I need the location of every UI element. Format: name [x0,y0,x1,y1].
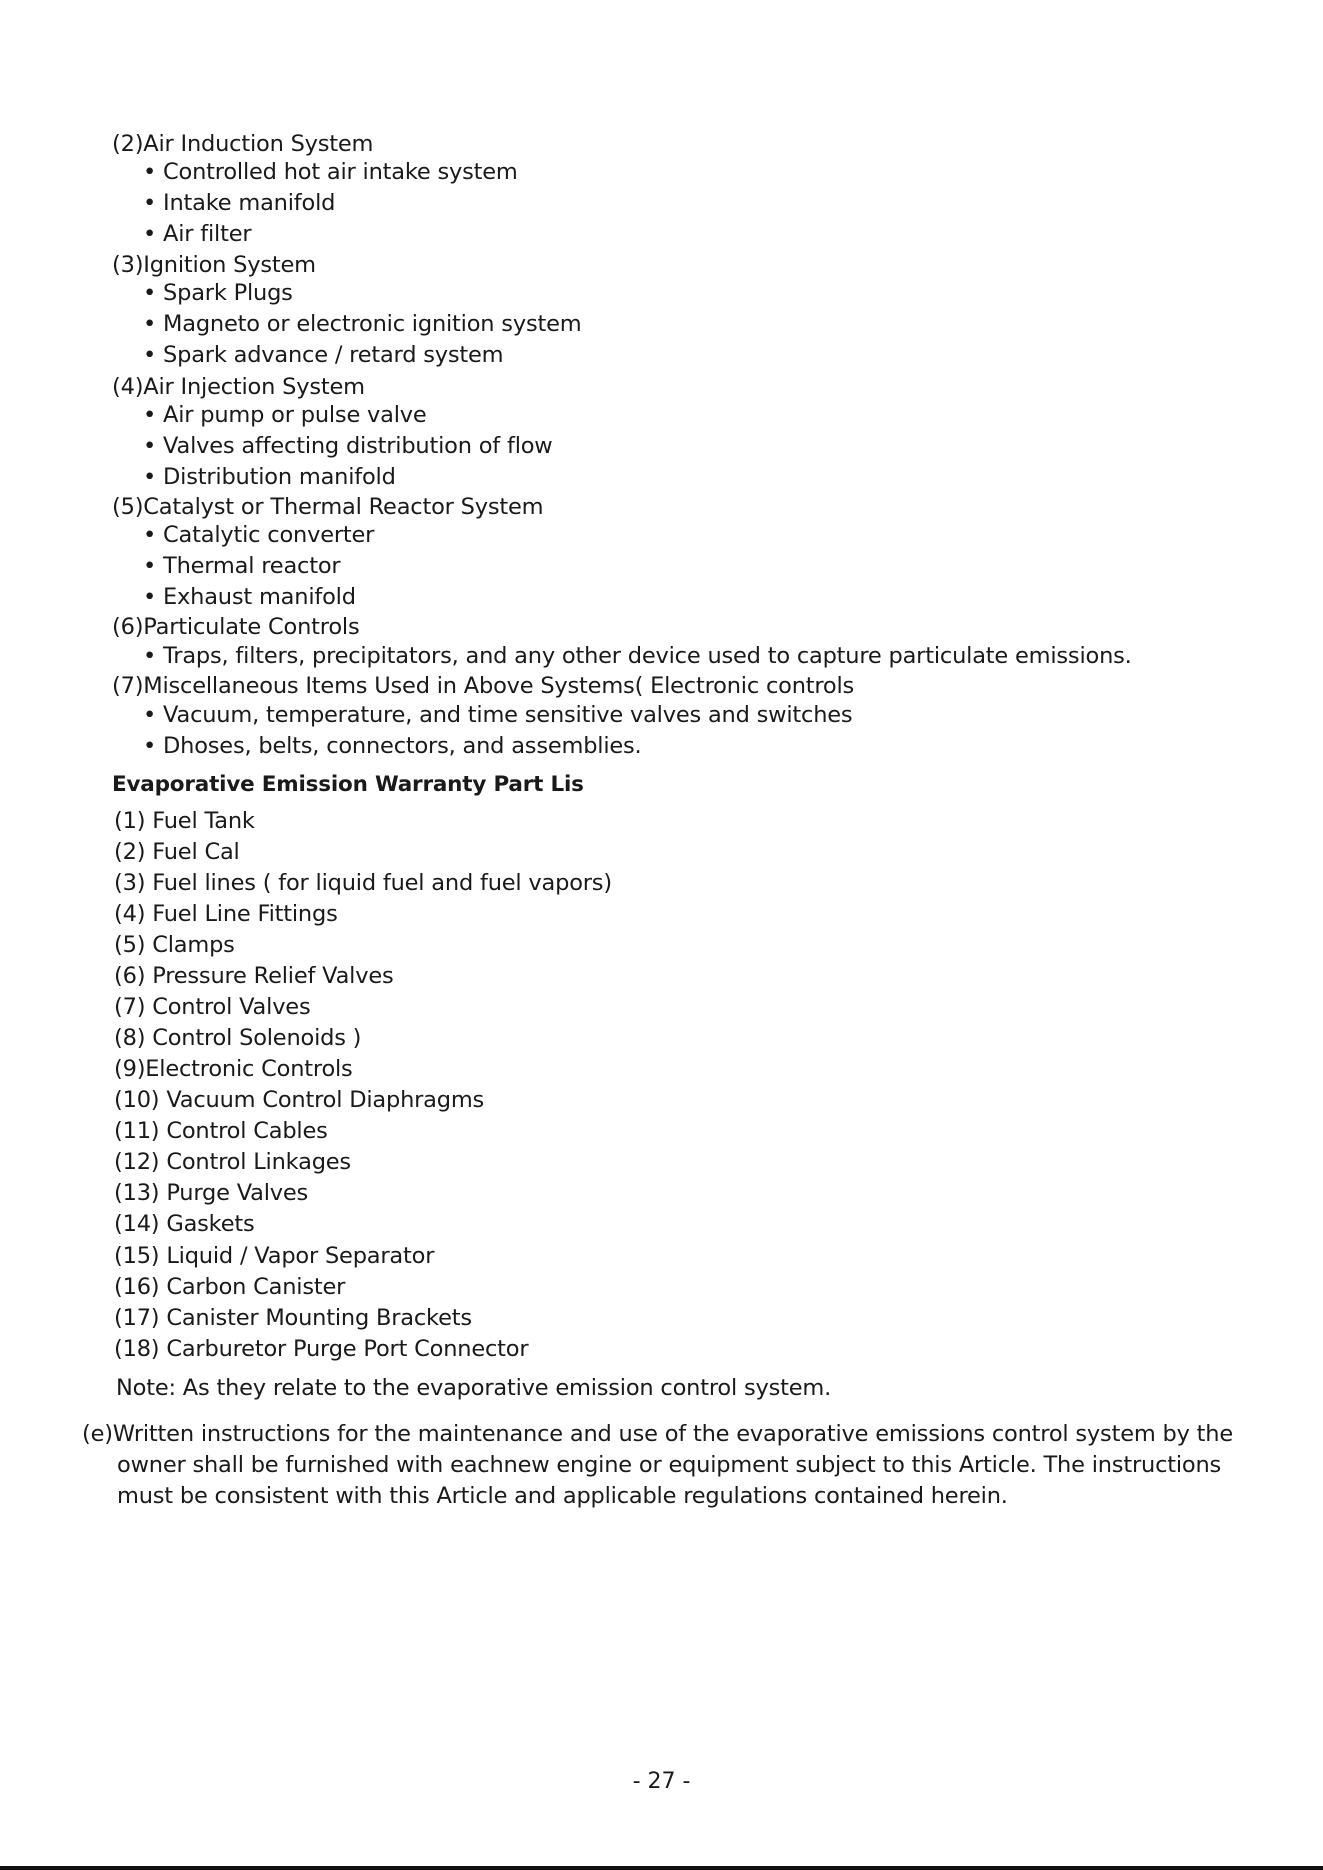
paragraph-line: owner shall be furnished with eachnew engine or equipment subject to this Article. The instructions [117,1452,1222,1478]
list-item: (12) Control Linkages [114,1149,351,1175]
list-item: • Spark advance / retard system [143,342,503,368]
list-item: (17) Canister Mounting Brackets [114,1305,472,1331]
list-item: (6) Pressure Relief Valves [114,963,394,989]
section-title-misc: (7)Miscellaneous Items Used in Above Systems( Electronic controls [112,673,855,699]
list-item: • Valves affecting distribution of flow [143,433,553,459]
list-item: (2) Fuel Cal [114,839,240,865]
list-item: • Controlled hot air intake system [143,159,518,185]
list-item: • Distribution manifold [143,464,396,490]
list-item: • Catalytic converter [143,522,374,548]
list-item: • Dhoses, belts, connectors, and assemblies. [143,733,642,759]
section-title-air-injection: (4)Air Injection System [112,374,365,400]
list-item: (14) Gaskets [114,1211,255,1237]
section-title-particulate: (6)Particulate Controls [112,614,360,640]
list-item: (8) Control Solenoids ) [114,1025,362,1051]
list-item: • Vacuum, temperature, and time sensitive valves and switches [143,702,852,728]
paragraph-line: (e)Written instructions for the maintenance and use of the evaporative emissions control system by the [82,1421,1233,1447]
paragraph-e [82,1419,1233,1512]
paragraph-line: must be consistent with this Article and applicable regulations contained herein. [117,1483,1008,1509]
list-item: (7) Control Valves [114,994,311,1020]
evaporative-heading: Evaporative Emission Warranty Part Lis [112,772,584,797]
list-item: • Spark Plugs [143,280,293,306]
section-title-catalyst: (5)Catalyst or Thermal Reactor System [112,494,544,520]
list-item: • Traps, filters, precipitators, and any other device used to capture particulate emissions. [143,643,1132,669]
list-item: (10) Vacuum Control Diaphragms [114,1087,485,1113]
list-item: • Magneto or electronic ignition system [143,311,581,337]
list-item: (1) Fuel Tank [114,808,255,834]
list-item: (9)Electronic Controls [114,1056,353,1082]
list-item: (13) Purge Valves [114,1180,309,1206]
bottom-rule [0,1866,1323,1870]
page-number: - 27 - [632,1769,691,1794]
section-title-air-induction: (2)Air Induction System [112,131,374,157]
list-item: (11) Control Cables [114,1118,328,1144]
list-item: • Thermal reactor [143,553,340,579]
section-title-ignition: (3)Ignition System [112,252,316,278]
list-item: • Air pump or pulse valve [143,402,427,428]
list-item: • Intake manifold [143,190,335,216]
list-item: • Exhaust manifold [143,584,356,610]
list-item: (15) Liquid / Vapor Separator [114,1243,435,1269]
list-item: • Air filter [143,221,251,247]
list-item: (18) Carburetor Purge Port Connector [114,1336,529,1362]
evaporative-note: Note: As they relate to the evaporative emission control system. [116,1375,832,1401]
list-item: (5) Clamps [114,932,235,958]
list-item: (4) Fuel Line Fittings [114,901,338,927]
list-item: (16) Carbon Canister [114,1274,346,1300]
list-item: (3) Fuel lines ( for liquid fuel and fuel vapors) [114,870,612,896]
